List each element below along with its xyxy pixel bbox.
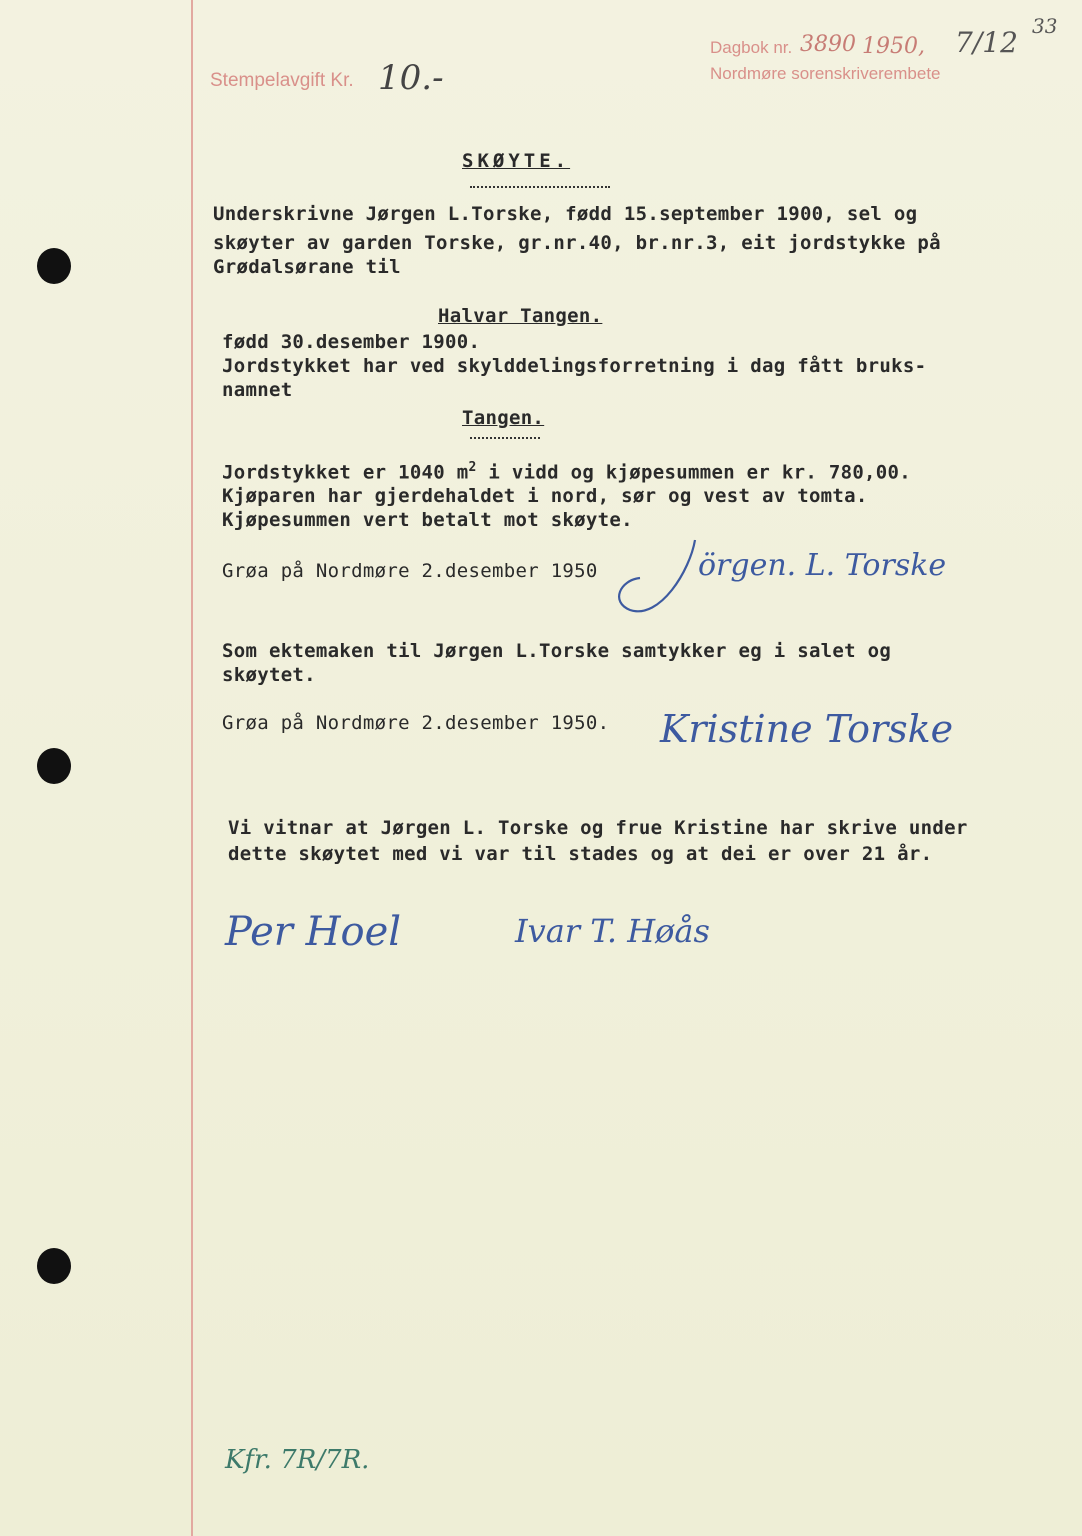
seller-signature-image (600, 530, 1000, 630)
stamp-fee-label: Stempelavgift Kr. (210, 70, 354, 91)
body-line: dette skøytet med vi var til stades og at dei er over 21 år. (228, 843, 933, 865)
office-stamp: Nordmøre sorenskriverembete (710, 64, 941, 83)
spouse-signature (660, 680, 960, 770)
place-date: Grøa på Nordmøre 2.desember 1950. (222, 712, 610, 734)
place-date: Grøa på Nordmøre 2.desember 1950 (222, 560, 598, 582)
svg-text:Kristine Torske: Kristine Torske (660, 707, 954, 751)
body-line: Grødalsørane til (213, 256, 401, 278)
body-line: Kjøpesummen vert betalt mot skøyte. (222, 509, 633, 531)
body-line: skøytet. (222, 664, 316, 686)
body-line: Jordstykket har ved skylddelingsforretning i dag fått bruks- (222, 355, 927, 377)
body-line: Som ektemaken til Jørgen L.Torske samtykker eg i salet og (222, 640, 892, 662)
dagbok-number: 3890 (800, 32, 856, 57)
punch-hole (37, 1248, 71, 1284)
body-line: Kjøparen har gjerdehaldet i nord, sør og vest av tomta. (222, 485, 868, 507)
farm-name-dots (470, 437, 540, 439)
svg-text:Per Hoel: Per Hoel (225, 909, 402, 955)
document-title: SKØYTE. (462, 150, 571, 172)
punch-hole (37, 248, 71, 284)
body-line-area: Jordstykket er 1040 $m^2$ i vidd og kjøpesummen er kr. 780,00. (222, 460, 912, 484)
body-line: Underskrivne Jørgen L.Torske, fødd 15.september 1900, sel og (213, 203, 918, 225)
witness-signatures (225, 890, 785, 970)
area-superscript: 2 (468, 460, 477, 475)
margin-line (191, 0, 193, 1536)
body-line: fødd 30.desember 1900. (222, 331, 481, 353)
svg-text:örgen. L. Torske: örgen. L. Torske (698, 548, 947, 583)
dagbok-date: 7/12 (955, 26, 1018, 59)
farm-name: Tangen. (462, 407, 545, 429)
buyer-name: Halvar Tangen. (438, 305, 603, 327)
svg-text:Ivar T. Høås: Ivar T. Høås (515, 912, 710, 950)
body-line: namnet (222, 379, 293, 401)
seller-signature (600, 530, 1000, 630)
dagbok-label: Dagbok nr. (710, 38, 793, 57)
dagbok-year: 1950, (862, 34, 925, 59)
punch-hole (37, 748, 71, 784)
body-line: skøyter av garden Torske, gr.nr.40, br.nr.3, eit jordstykke på (213, 232, 941, 254)
witness-signatures-image (225, 890, 785, 970)
stamp-fee-value: 10.- (378, 58, 444, 98)
spouse-signature-image (660, 680, 960, 770)
body-line: Vi vitnar at Jørgen L. Torske og frue Kristine har skrive under (228, 817, 968, 839)
title-dots (470, 186, 610, 188)
footer-note: Kfr. 7R/7R. (225, 1445, 370, 1475)
page-number: 33 (1032, 14, 1058, 38)
